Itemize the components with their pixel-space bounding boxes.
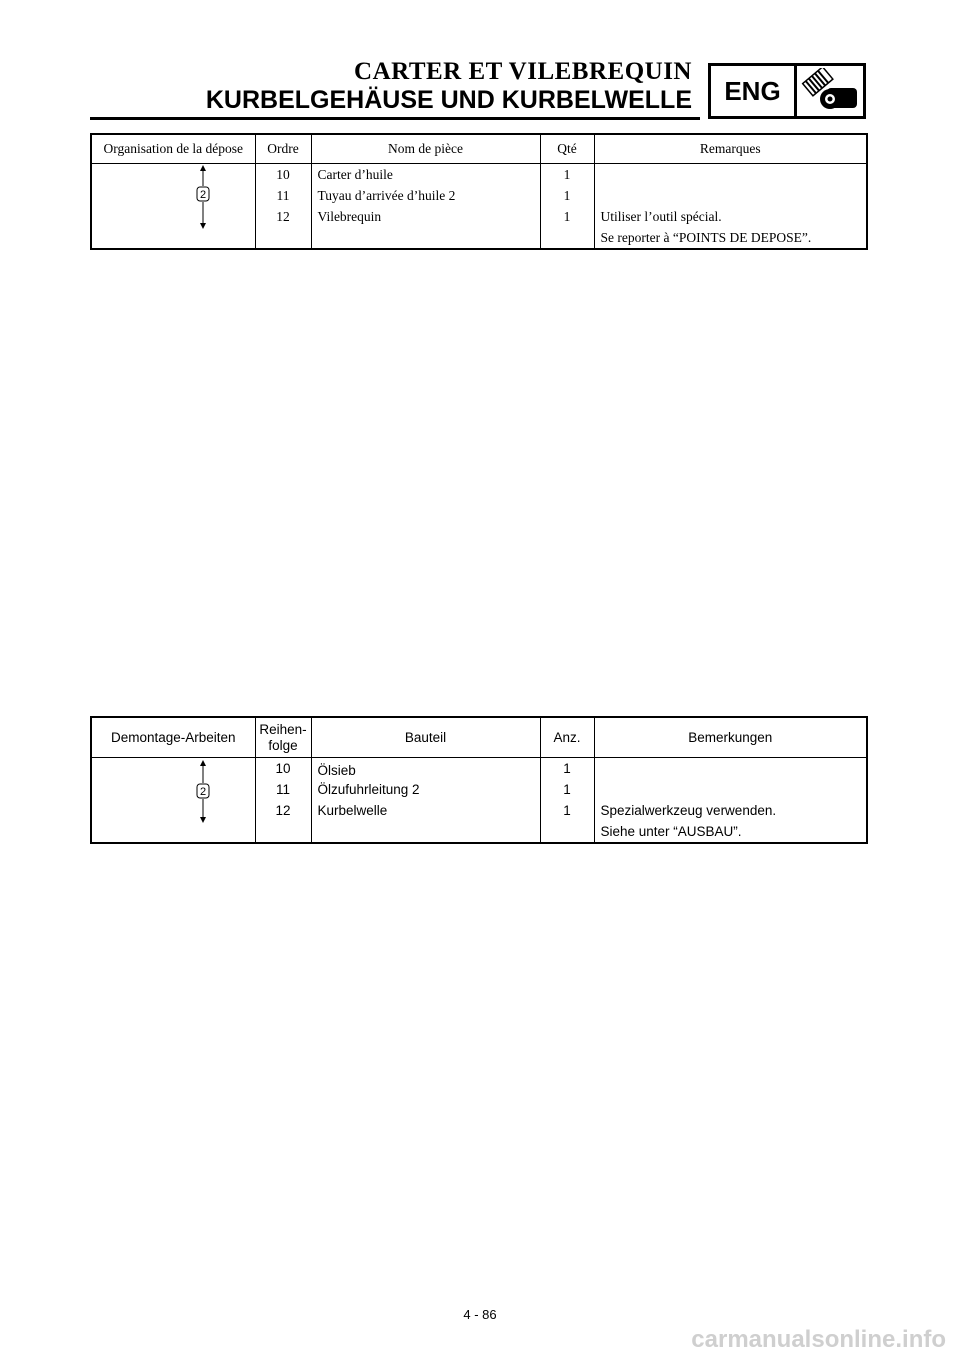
order-value: 10 <box>275 761 291 776</box>
col-header-organisation: Demontage-Arbeiten <box>91 717 255 758</box>
order-value: 12 <box>276 209 290 224</box>
col-header-order-line1: Reihen- <box>259 721 307 737</box>
double-arrow-icon <box>92 758 256 840</box>
part-name: Ölsieb <box>317 763 356 778</box>
order-value: 11 <box>276 188 290 203</box>
table-header-row <box>91 134 867 164</box>
col-header-remarks: Remarques <box>594 134 867 164</box>
col-header-quantity: Qté <box>540 134 594 164</box>
col-header-part-name: Bauteil <box>311 717 540 758</box>
double-arrow-icon <box>92 164 256 244</box>
quantity-column <box>540 164 594 250</box>
remark-text: Se reporter à “POINTS DE DEPOSE”. <box>600 230 812 245</box>
section-badge-label: ENG <box>711 66 797 116</box>
remark-text: Siehe unter “AUSBAU”. <box>600 824 742 839</box>
col-header-order: Ordre <box>255 134 311 164</box>
part-name: Tuyau d’arrivée d’huile 2 <box>317 188 456 203</box>
col-header-quantity: Anz. <box>540 717 594 758</box>
quantity-value: 1 <box>563 167 571 182</box>
group-arrow-cell <box>91 164 255 250</box>
remarks-column <box>594 758 867 844</box>
title-underline <box>90 117 700 120</box>
page-title-french: CARTER ET VILEBREQUIN <box>354 58 692 85</box>
group-arrow-cell <box>91 758 255 844</box>
col-header-part-name: Nom de pièce <box>311 134 540 164</box>
page-number: 4 - 86 <box>463 1307 497 1322</box>
col-header-order <box>255 717 311 758</box>
page-title-german: KURBELGEHÄUSE UND KURBELWELLE <box>205 86 692 114</box>
part-name: Ölzufuhrleitung 2 <box>317 782 420 797</box>
quantity-value: 1 <box>563 803 571 818</box>
engine-piston-icon <box>797 66 863 116</box>
table-body-row <box>91 758 867 844</box>
part-name: Vilebrequin <box>317 209 382 224</box>
remark-text: Spezialwerkzeug verwenden. <box>600 803 777 818</box>
col-header-remarks: Bemerkungen <box>594 717 867 758</box>
table-header-row <box>91 717 867 758</box>
watermark: carmanualsonline.info <box>691 1326 946 1353</box>
part-name: Carter d’huile <box>317 167 393 182</box>
removal-table-french <box>90 133 868 250</box>
col-header-organisation: Organisation de la dépose <box>91 134 255 164</box>
quantity-value: 1 <box>563 761 571 776</box>
group-number-badge: 2 <box>199 189 207 201</box>
order-column <box>255 164 311 250</box>
remarks-column <box>594 164 867 250</box>
removal-table-german <box>90 716 868 844</box>
quantity-value: 1 <box>563 209 571 224</box>
quantity-value: 1 <box>563 782 571 797</box>
col-header-order-line2: folge <box>268 737 298 753</box>
order-value: 12 <box>275 803 291 818</box>
part-name-column <box>311 758 540 844</box>
order-value: 11 <box>275 782 290 797</box>
table-body-row <box>91 164 867 250</box>
order-column <box>255 758 311 844</box>
quantity-column <box>540 758 594 844</box>
part-name: Kurbelwelle <box>317 803 388 818</box>
order-value: 10 <box>276 167 290 182</box>
part-name-column <box>311 164 540 250</box>
section-badge <box>708 63 866 119</box>
remark-text: Utiliser l’outil spécial. <box>600 209 722 224</box>
quantity-value: 1 <box>563 188 571 203</box>
group-number-badge: 2 <box>199 786 207 798</box>
